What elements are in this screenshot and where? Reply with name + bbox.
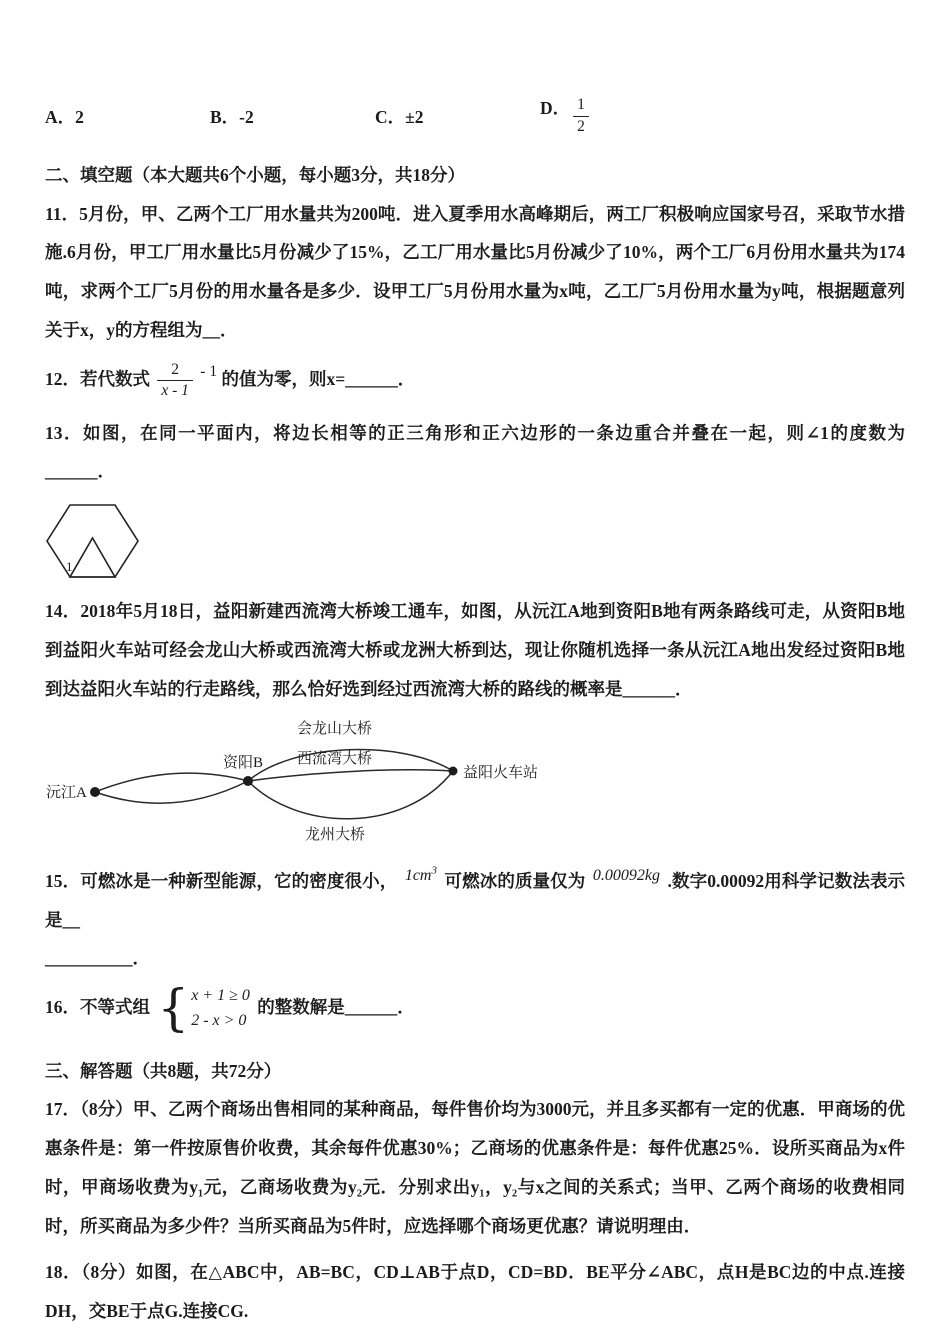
question-16-prefix: 16．不等式组 (45, 996, 150, 1017)
fraction-2-over-x-minus-1 (157, 360, 193, 401)
question-15-prefix: 15．可燃冰是一种新型能源，它的密度很小， (45, 870, 398, 891)
question-15-blank: __________． (45, 948, 150, 969)
left-brace: { (157, 979, 190, 1038)
triangle-shape (70, 538, 115, 577)
mass-value: 0.00092kg (592, 866, 661, 884)
option-b: B．-2 (210, 106, 254, 127)
route-network-svg (45, 717, 565, 855)
question-13: 13．如图，在同一平面内，将边长相等的正三角形和正六边形的一条边重合并叠在一起，则∠1的度数为______． (45, 422, 905, 482)
inequality-2: 2 - x > 0 (191, 1011, 247, 1029)
node-c-dot (449, 766, 458, 775)
one-cm-cubed: $1cm^3$ (404, 864, 437, 884)
route-b-c-bottom (248, 771, 453, 819)
inequality-rows (191, 984, 250, 1034)
question-15 (45, 862, 905, 940)
question-16-suffix: 的整数解是______． (257, 996, 415, 1017)
option-c: C．±2 (375, 106, 424, 127)
question-17: 17．（8分）甲、乙两个商场出售相同的某种商品，每件售价均为3000元，并且多买都有一定的优惠．甲商场的优惠条件是：第一件按原售价收费，其余每件优惠30%；乙商场的优惠条件是：每件优惠25%．设所买商品为x件时，甲商场收费为y₁元，乙商场收费为y₂元．分别求出y₁，y₂与x之间的关系式；当甲、乙两个商场的收费相同时，所买商品为多少件？当所买商品为5件时，应选择哪个商场更优惠？请说明理由． (45, 1099, 905, 1236)
fraction-one-half (573, 95, 589, 136)
angle-1-label: 1 (66, 559, 73, 575)
option-d (540, 95, 592, 136)
bridge-middle-label: 西流湾大桥 (297, 750, 373, 767)
option-a: A．2 (45, 106, 84, 127)
bridge-bottom-label: 龙州大桥 (305, 826, 366, 843)
hexagon-shape (47, 505, 138, 577)
inequality-1: x + 1 ≥ 0 (191, 986, 250, 1004)
inequality-system (157, 979, 250, 1038)
section-fill-in-title: 二、填空题（本大题共6个小题，每小题3分，共18分） (45, 165, 465, 185)
question-12 (45, 360, 905, 402)
fraction-numerator: 2 (157, 360, 193, 381)
question-12-suffix: 的值为零，则x=______． (221, 368, 416, 389)
node-a-label: 沅江A (46, 784, 87, 801)
question-16 (45, 979, 905, 1038)
option-d-label: D． (540, 98, 571, 119)
node-c-label: 益阳火车站 (463, 764, 539, 781)
fraction-denominator: 2 (577, 117, 585, 135)
question-15-suffix: .数字0.00092用科学记数法表示是__ (45, 870, 906, 930)
fraction-denominator: x - 1 (161, 382, 189, 400)
minus-one-term: - 1 (200, 362, 218, 380)
route-b-c-middle (248, 769, 453, 780)
route-a-b-upper (95, 773, 248, 792)
question-15-mid: 可燃冰的质量仅为 (444, 870, 586, 891)
hexagon-triangle-svg (45, 501, 140, 581)
node-a-dot (90, 787, 100, 797)
exponent: 3 (431, 864, 437, 877)
bridge-top-label: 会龙山大桥 (297, 720, 373, 737)
route-network-figure (45, 717, 905, 860)
hexagon-triangle-figure (45, 501, 905, 586)
question-11: 11．5月份，甲、乙两个工厂用水量共为200吨．进入夏季用水高峰期后，两工厂积极响应国家号召，采取节水措施.6月份，甲工厂用水量比5月份减少了15%，乙工厂用水量比5月份减少了10%，两个工厂6月份用水量共为174吨，求两个工厂5月份的用水量各是多少．设甲工厂5月份用水量为x吨，乙工厂5月份用水量为y吨，根据题意列关于x，y的方程组为__． (45, 203, 905, 341)
node-b-label: 资阳B (223, 754, 264, 771)
fraction-numerator: 1 (573, 95, 589, 116)
section-answer-title: 三、解答题（共8题，共72分） (45, 1060, 282, 1081)
question-14: 14．2018年5月18日，益阳新建西流湾大桥竣工通车，如图，从沅江A地到资阳B地有两条路线可走，从资阳B地到益阳火车站可经会龙山大桥或西流湾大桥或龙洲大桥到达，现让你随机选择一条从沅江A地出发经过资阳B地到达益阳火车站的行走路线，那么恰好选到经过西流湾大桥的路线的概率是______． (45, 601, 905, 699)
answer-options-row (45, 90, 905, 142)
question-18: 18．（8分）如图，在△ABC中，AB=BC，CD⊥AB于点D，CD=BD．BE平分∠ABC，点H是BC边的中点.连接DH，交BE于点G.连接CG. (45, 1262, 905, 1322)
question-12-prefix: 12．若代数式 (45, 368, 150, 389)
node-b-dot (243, 776, 253, 786)
